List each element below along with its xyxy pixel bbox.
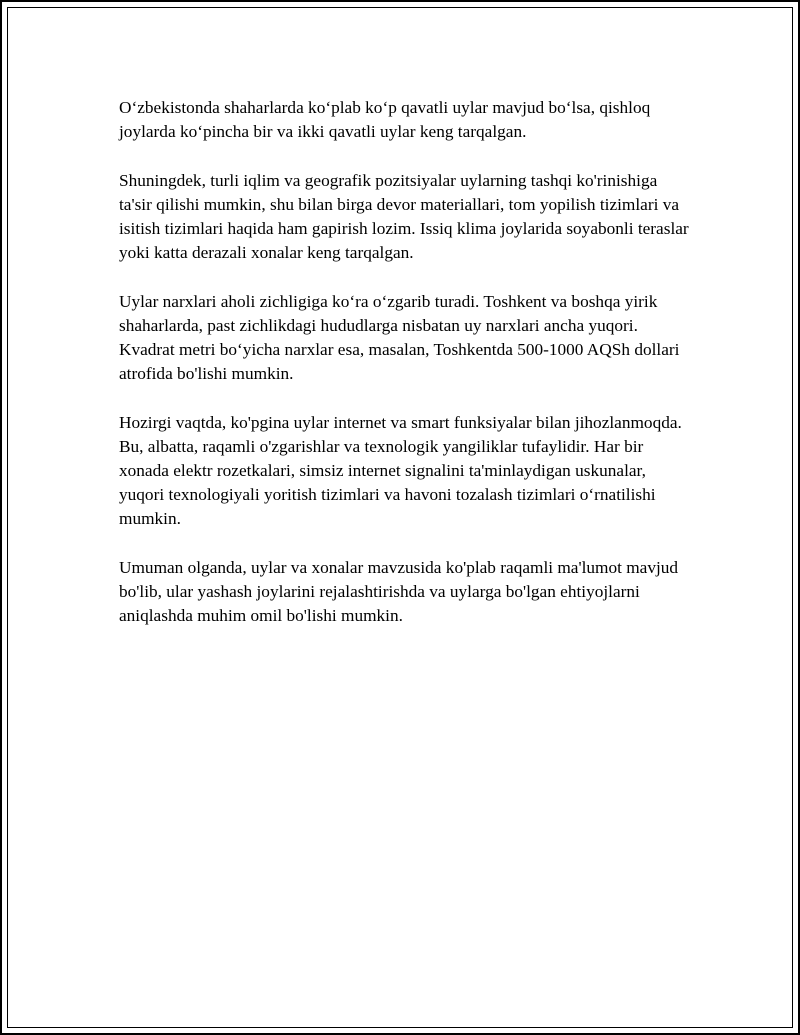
paragraph-5: Umuman olganda, uylar va xonalar mavzusida ko'plab raqamli ma'lumot mavjud bo'lib, ular yashash joylarini rejalashtirishda va uylarga bo'lgan ehtiyojlarni aniqlashda muhim omil bo'lishi mumkin. xyxy=(119,557,679,626)
paragraph-4: Hozirgi vaqtda, ko'pgina uylar internet va smart funksiyalar bilan jihozlanmoqda. Bu, albatta, raqamli o'zgarishlar va texnologik yangiliklar tufaylidir. Har bir xonada elektr rozetkalari, simsiz internet signalini ta'minlaydigan uskunalar, yuqori texnologiyali yoritish tizimlari va havoni tozalash tizimlari o‘rnatilishi mumkin. xyxy=(119,412,682,529)
paragraph-3: Uylar narxlari aholi zichligiga ko‘ra o‘zgarib turadi. Toshkent va boshqa yirik shaharlarda, past zichlikdagi hududlarga nisbatan uy narxlari ancha yuqori. Kvadrat metri bo‘yicha narxlar esa, masalan, Toshkentda 500-1000 AQSh dollari atrofida bo'lishi mumkin. xyxy=(119,291,680,384)
document-body xyxy=(119,96,689,653)
paragraph-1: O‘zbekistonda shaharlarda ko‘plab ko‘p qavatli uylar mavjud bo‘lsa, qishloq joylarda ko‘pincha bir va ikki qavatli uylar keng tarqalgan. xyxy=(119,98,651,142)
paragraph-2: Shuningdek, turli iqlim va geografik pozitsiyalar uylarning tashqi ko'rinishiga ta'sir qilishi mumkin, shu bilan birga devor materiallari, tom yopilish tizimlari va isitish tizimlari haqida ham gapirish lozim. Issiq klima joylarida soyabonli teraslar yoki katta derazali xonalar keng tarqalgan. xyxy=(119,170,689,263)
